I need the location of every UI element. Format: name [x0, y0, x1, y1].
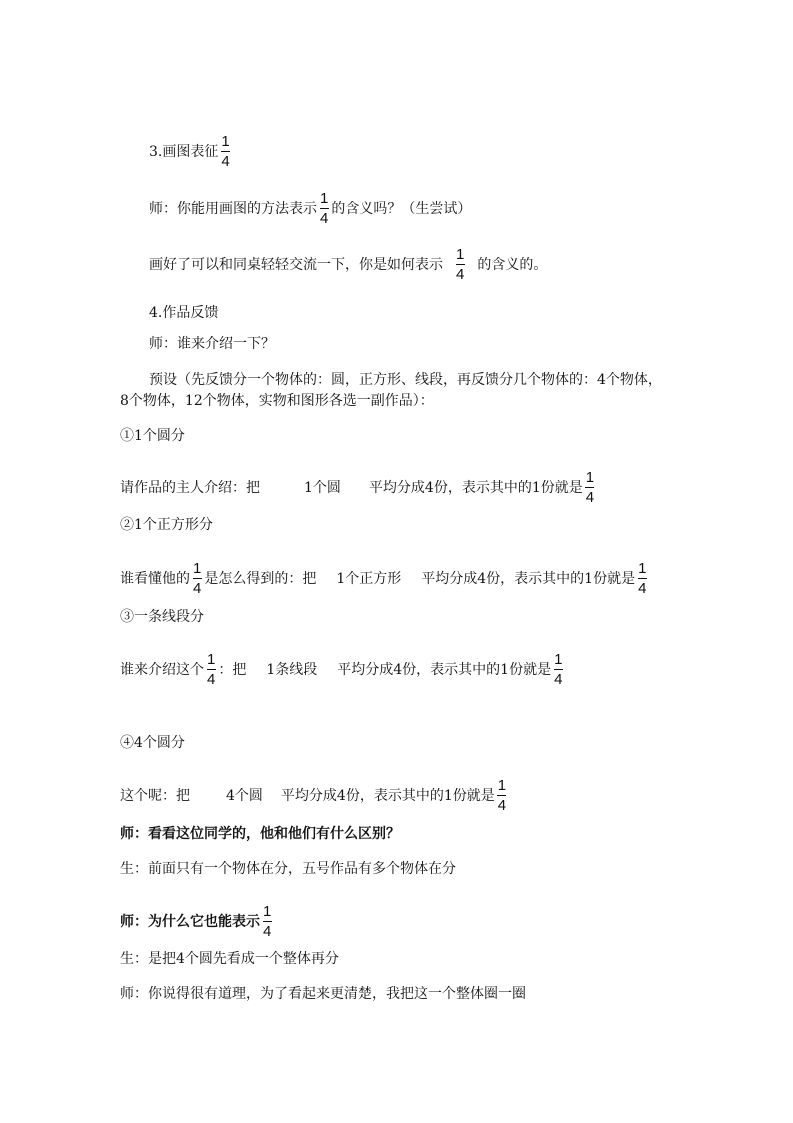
text-segment: 平均分成4份，表示其中的1份就是: [421, 570, 636, 587]
text-segment: 生：前面只有一个物体在分，五号作品有多个物体在分: [120, 861, 456, 877]
fraction-one-quarter: $\frac{1}{4}$: [193, 560, 202, 597]
text-segment: 的含义的。: [477, 256, 548, 273]
item-four-circles-label: [120, 733, 185, 753]
heading-text: 4.作品反馈: [149, 305, 219, 321]
fraction-one-quarter: $\frac{1}{4}$: [456, 246, 465, 283]
text-segment: 8个物体，12个物体，实物和图形各选一副作品）：: [120, 393, 434, 409]
fraction-one-quarter: $\frac{1}{4}$: [263, 903, 272, 940]
fraction-one-quarter: $\frac{1}{4}$: [638, 560, 647, 597]
text-segment: 平均分成4份，表示其中的1份就是: [337, 661, 552, 678]
item-segment-explanation: [120, 651, 565, 688]
instruction-share: [149, 246, 547, 283]
text-segment: 1个圆: [304, 479, 341, 496]
text-segment: 平均分成4份，表示其中的1份就是: [280, 787, 495, 804]
text-segment: 4个圆: [226, 787, 263, 804]
text-segment: 1条线段: [266, 661, 318, 678]
text-segment: ②1个正方形分: [120, 517, 213, 533]
student-answer-1: [120, 859, 456, 879]
text-segment: 师：你能用画图的方法表示: [149, 200, 317, 217]
heading-work-feedback: [149, 303, 218, 323]
text-segment: 师：你说得很有道理，为了看起来更清楚，我把这一个整体圈一圈: [120, 986, 526, 1002]
item-segment-label: [120, 607, 204, 627]
teacher-compare-question: [120, 824, 400, 844]
fraction-one-quarter: $\frac{1}{4}$: [554, 651, 563, 688]
text-segment: 平均分成4份，表示其中的1份就是: [368, 479, 583, 496]
fraction-one-quarter: $\frac{1}{4}$: [585, 469, 595, 506]
student-answer-2: [120, 949, 339, 969]
preset-line-2: [120, 391, 434, 411]
teacher-conclusion: [120, 984, 526, 1004]
text-segment: 画好了可以和同桌轻轻交流一下，你是如何表示: [149, 256, 443, 273]
fraction-one-quarter: $\frac{1}{4}$: [497, 777, 507, 814]
text-segment: ③一条线段分: [120, 609, 204, 625]
text-segment: 谁来介绍这个: [120, 661, 204, 678]
item-circle-explanation: [120, 469, 597, 506]
item-square-label: [120, 515, 213, 535]
text-segment: ④4个圆分: [120, 735, 185, 751]
text-segment: 师：看看这位同学的，他和他们有什么区别？: [120, 826, 400, 842]
preset-line-1: [149, 370, 662, 390]
teacher-prompt: [149, 334, 275, 354]
text-segment: 生：是把4个圆先看成一个整体再分: [120, 951, 339, 967]
text-segment: ：把: [218, 661, 247, 678]
heading-text: 3.画图表征: [149, 143, 219, 160]
text-segment: 师：为什么它也能表示: [120, 913, 260, 930]
heading-draw-fraction: [149, 133, 233, 170]
text-segment: 1个正方形: [336, 570, 402, 587]
text-segment: 请作品的主人介绍：把: [120, 479, 260, 496]
item-square-explanation: [120, 560, 649, 597]
text-segment: 的含义吗？（生尝试）: [331, 200, 472, 217]
text-segment: ①1个圆分: [120, 428, 185, 444]
fraction-one-quarter: $\frac{1}{4}$: [320, 190, 329, 227]
fraction-one-quarter: $\frac{1}{4}$: [221, 133, 230, 170]
item-four-circles-explanation: [120, 777, 509, 814]
text-segment: 是怎么得到的：把: [204, 570, 317, 587]
teacher-question-draw: [149, 190, 471, 227]
text-segment: 这个呢：把: [120, 787, 190, 804]
text-segment: 谁看懂他的: [120, 570, 190, 587]
text-segment: 预设（先反馈分一个物体的：圆，正方形、线段，再反馈分几个物体的：4个物体，: [149, 372, 662, 388]
teacher-why-question: [120, 903, 274, 940]
item-circle-label: [120, 426, 185, 446]
text-segment: 师：谁来介绍一下？: [149, 336, 275, 352]
fraction-one-quarter: $\frac{1}{4}$: [207, 651, 216, 688]
